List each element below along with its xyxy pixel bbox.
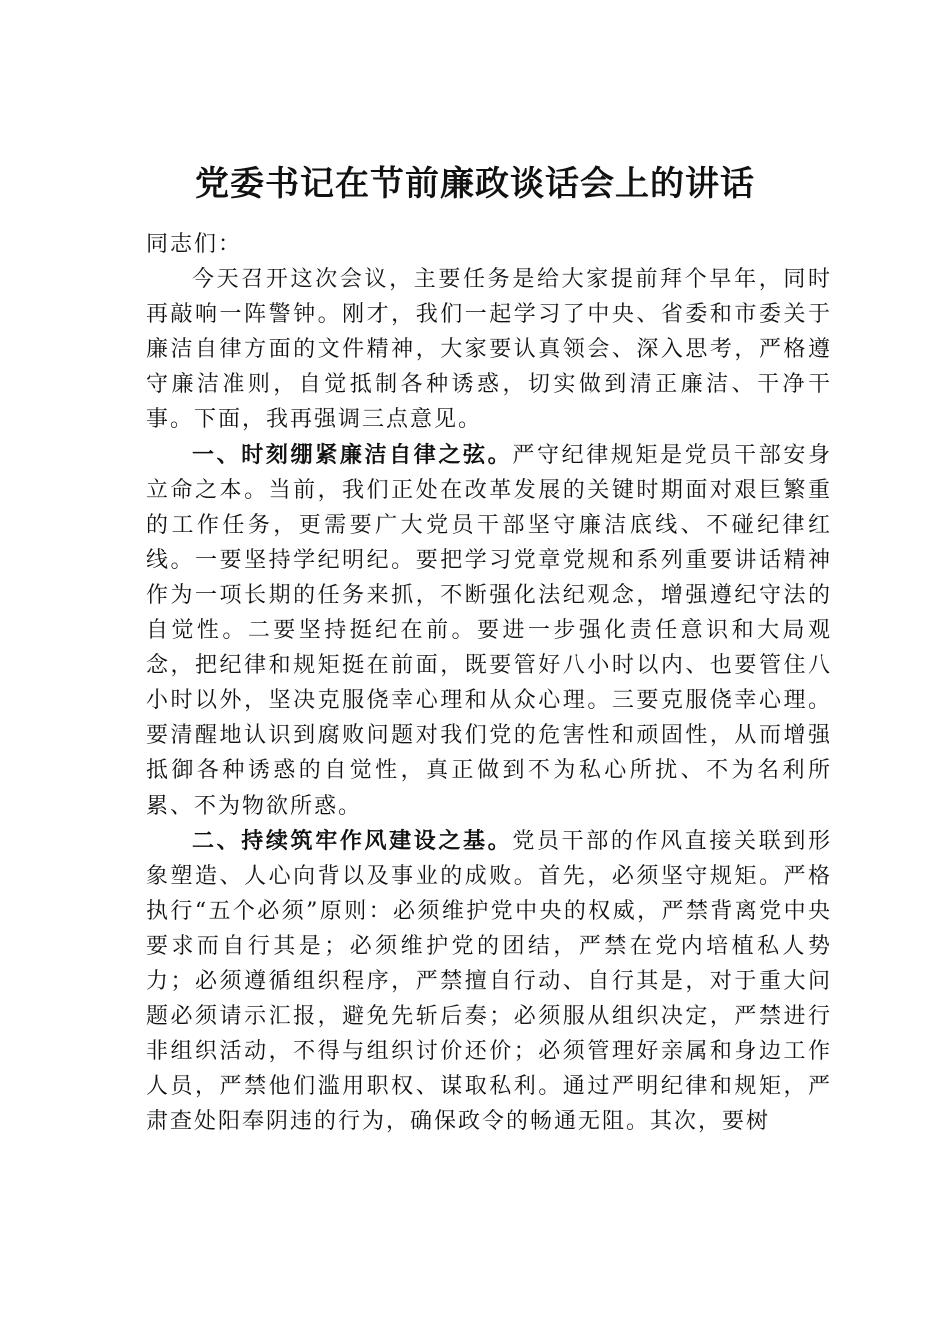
section-text-2: 党员干部的作风直接关联到形象塑造、人心向背以及事业的成败。首先，必须坚守规矩。严格执行“五个必须”原则：必须维护党中央的权威，严禁背离党中央要求而自行其是；必须维护党的团结，严禁在党内培植私人势力；必须遵循组织程序，严禁擅自行动、自行其是，对于重大问题必须请示汇报，避免先斩后奏；必须服从组织决定，严禁进行非组织活动，不得与组织讨价还价；必须管理好亲属和身边工作人员，严禁他们滥用职权、谋取私利。通过严明纪律和规矩，严肃查处阳奉阴违的行为，确保政令的畅通无阻。其次，要树 — [146, 828, 832, 1135]
section-paragraph-2 — [146, 824, 832, 1140]
section-heading-1: 一、时刻绷紧廉洁自律之弦。 — [192, 442, 513, 468]
section-text-1: 严守纪律规矩是党员干部安身立命之本。当前，我们正处在改革发展的关键时期面对艰巨繁重的工作任务，更需要广大党员干部坚守廉洁底线、不碰纪律红线。一要坚持学纪明纪。要把学习党章党规和系列重要讲话精神作为一项长期的任务来抓，不断强化法纪观念，增强遵纪守法的自觉性。二要坚持挺纪在前。要进一步强化责任意识和大局观念，把纪律和规矩挺在前面，既要管好八小时以内、也要管住八小时以外，坚决克服侥幸心理和从众心理。三要克服侥幸心理。要清醒地认识到腐败问题对我们党的危害性和顽固性，从而增强抵御各种诱惑的自觉性，真正做到不为私心所扰、不为名利所累、不为物欲所惑。 — [146, 442, 832, 819]
section-paragraph-1 — [146, 438, 832, 824]
section-heading-2: 二、持续筑牢作风建设之基。 — [192, 828, 513, 854]
document-title: 党委书记在节前廉政谈话会上的讲话 — [195, 164, 755, 204]
intro-paragraph: 今天召开这次会议，主要任务是给大家提前拜个早年，同时再敲响一阵警钟。刚才，我们一起学习了中央、省委和市委关于廉洁自律方面的文件精神，大家要认真领会、深入思考，严格遵守廉洁准则，自觉抵制各种诱惑，切实做到清正廉洁、干净干事。下面，我再强调三点意见。 — [146, 267, 832, 433]
salutation: 同志们： — [146, 232, 243, 257]
document-body — [146, 227, 832, 1139]
